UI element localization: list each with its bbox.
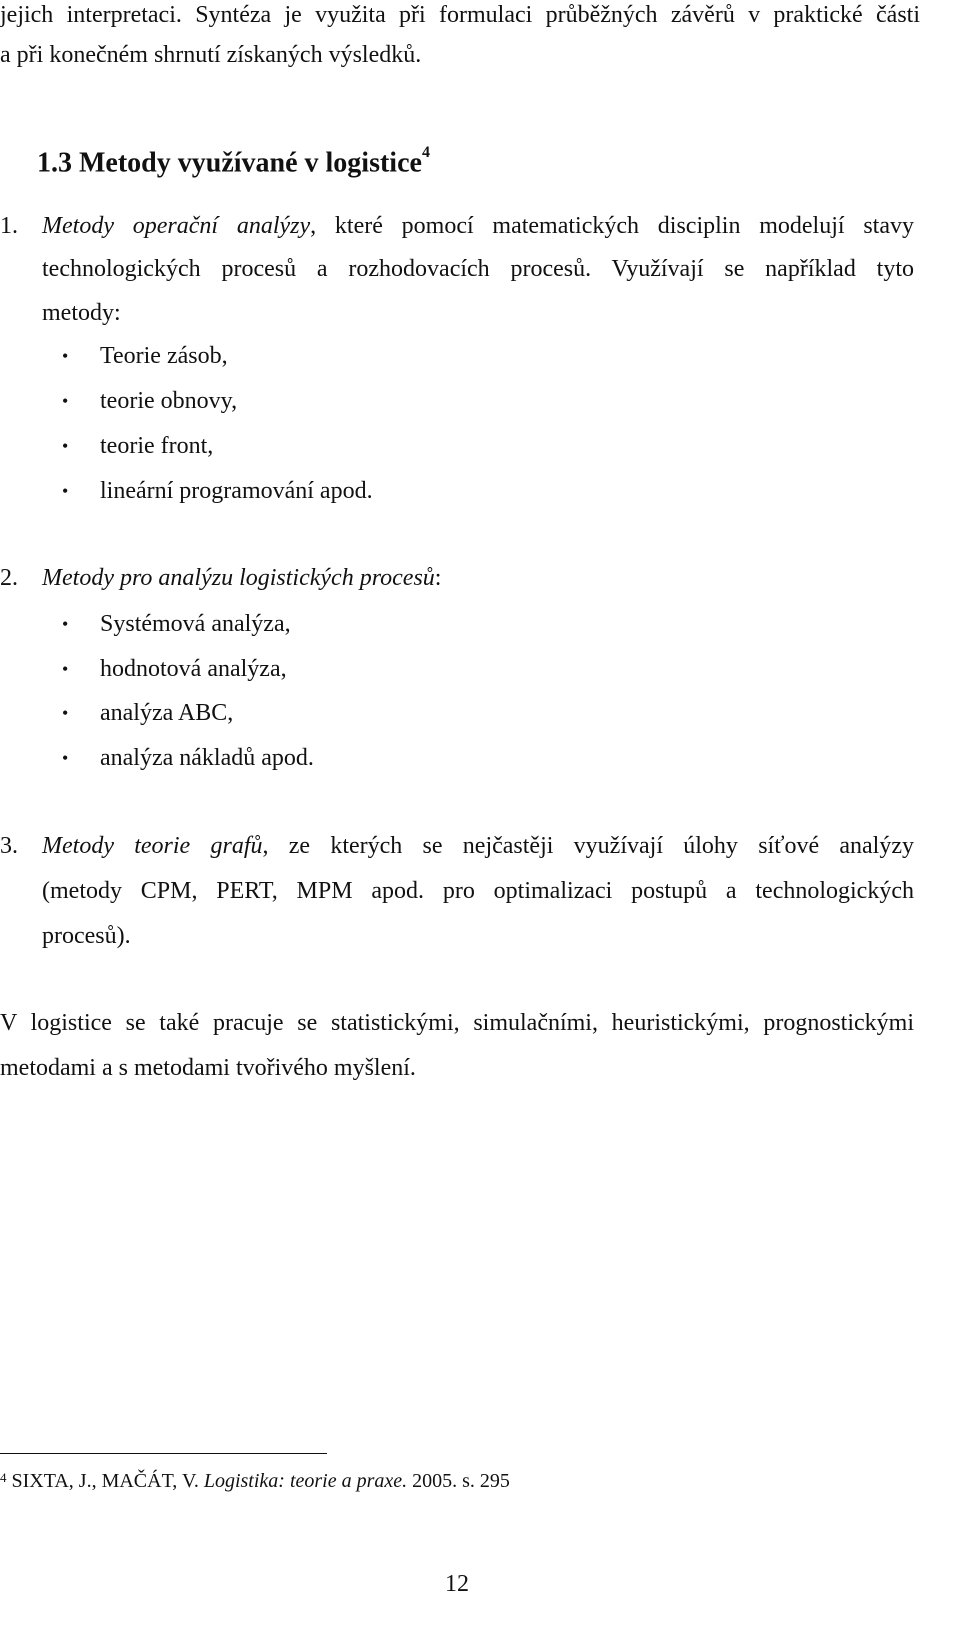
bullet-icon: • — [62, 346, 69, 366]
list-item-line: Metody operační analýzy, které pomocí matematických disciplin modelují stavy — [42, 213, 914, 239]
paragraph-line: V logistice se také pracuje se statistickými, simulačními, heuristickými, prognostickými — [0, 1010, 914, 1036]
bullet-icon: • — [62, 481, 69, 501]
bullet-item: Teorie zásob, — [100, 343, 228, 369]
list-item-line: (metody CPM, PERT, MPM apod. pro optimalizaci postupů a technologických — [42, 878, 914, 904]
footnote-reference: 4 — [421, 144, 430, 161]
bullet-item: analýza ABC, — [100, 700, 234, 726]
bullet-item: teorie front, — [100, 433, 214, 459]
paragraph-line: metodami a s metodami tvořivého myšlení. — [0, 1055, 416, 1081]
list-number: 3. — [0, 833, 18, 859]
list-item-line: Metody pro analýzu logistických procesů: — [42, 565, 442, 591]
section-heading: 1.3 Metody využívané v logistice$^4$ — [37, 144, 430, 179]
bullet-icon: • — [62, 436, 69, 456]
bullet-item: analýza nákladů apod. — [100, 745, 314, 771]
bullet-icon: • — [62, 614, 69, 634]
paragraph-line: jejich interpretaci. Syntéza je využita při formulaci průběžných závěrů v praktické části — [0, 2, 920, 28]
emphasized-term: Metody operační analýzy — [42, 213, 311, 239]
paragraph-line: a při konečném shrnutí získaných výsledků. — [0, 42, 422, 68]
list-item-line: procesů). — [42, 923, 131, 949]
emphasized-term: Metody pro analýzu logistických procesů — [42, 565, 435, 591]
bullet-item: teorie obnovy, — [100, 388, 238, 414]
footnote-divider — [0, 1453, 327, 1454]
bullet-item: lineární programování apod. — [100, 478, 373, 504]
footnote: $^4$ SIXTA, J., MAČÁT, V. Logistika: teorie a praxe. 2005. s. 295 — [0, 1470, 510, 1492]
footnote-title: Logistika: teorie a praxe. — [203, 1470, 408, 1492]
list-number: 2. — [0, 565, 18, 591]
bullet-item: hodnotová analýza, — [100, 656, 287, 682]
list-item-line: technologických procesů a rozhodovacích procesů. Využívají se například tyto — [42, 256, 914, 282]
bullet-item: Systémová analýza, — [100, 611, 291, 637]
list-item-line: Metody teorie grafů, ze kterých se nejčastěji využívají úlohy síťové analýzy — [42, 833, 914, 859]
list-item-line: metody: — [42, 300, 121, 326]
page-number: 12 — [445, 1571, 469, 1597]
emphasized-term: Metody teorie grafů — [42, 833, 263, 859]
bullet-icon: • — [62, 659, 69, 679]
footnote-marker: 4 — [0, 1470, 7, 1485]
list-number: 1. — [0, 213, 18, 239]
bullet-icon: • — [62, 748, 69, 768]
bullet-icon: • — [62, 391, 69, 411]
bullet-icon: • — [62, 703, 69, 723]
